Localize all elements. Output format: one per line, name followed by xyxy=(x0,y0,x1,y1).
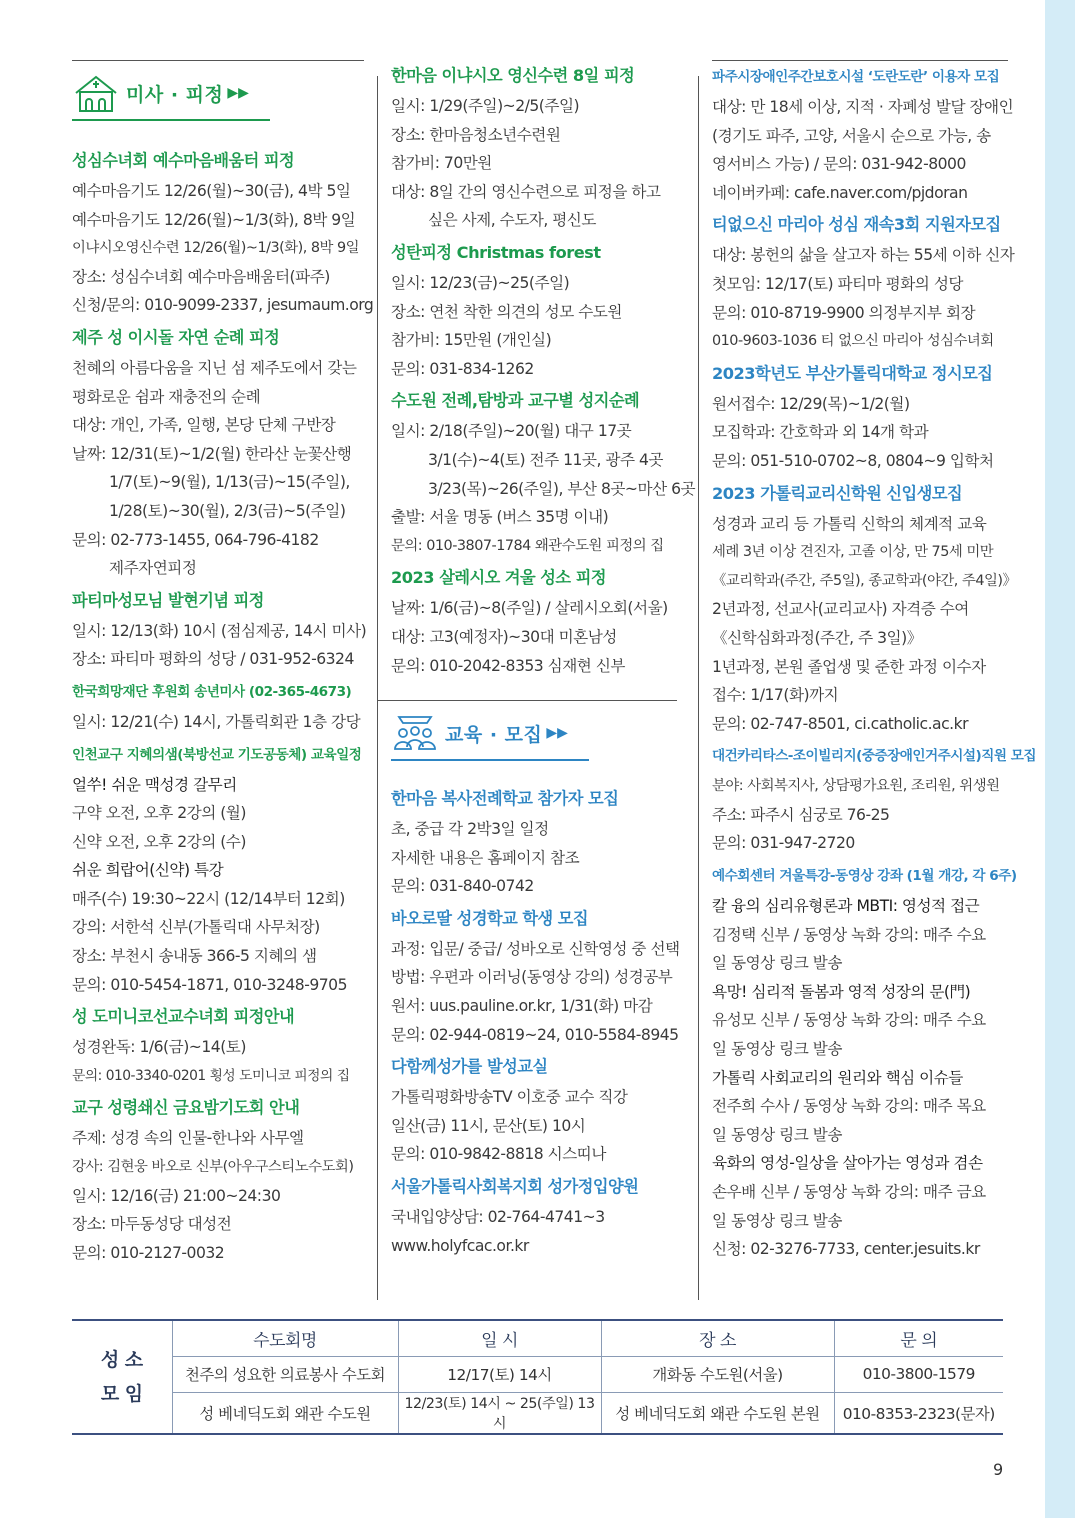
notice-line: 가톨릭 사회교리의 원리와 핵심 이슈들 xyxy=(712,1068,963,1087)
notice-line: 문의: 010-9842-8818 시스띠나 xyxy=(391,1145,606,1164)
notice-line: 모집학과: 간호학과 외 14개 학과 xyxy=(712,423,929,442)
notice-line: 날짜: 1/6(금)~8(주일) / 살레시오회(서울) xyxy=(391,599,668,618)
notice-line: 일시: 2/18(주일)~20(월) 대구 17곳 xyxy=(391,422,632,441)
col1-blocks xyxy=(72,145,374,1267)
notice-line: 1/7(토)~9(월), 1/13(금)~15(주일), xyxy=(109,473,350,492)
table-row xyxy=(72,1356,1003,1392)
notice-line: 대상: 8일 간의 영신수련으로 피정을 하고 xyxy=(391,182,661,201)
notice-line: 과정: 입문/ 중급/ 성바오로 신학영성 중 선택 xyxy=(391,939,680,958)
notice-line: 자세한 내용은 홈페이지 참조 xyxy=(391,848,580,867)
notice-line: 문의: 010-3807-1784 왜관수도원 피정의 집 xyxy=(391,537,664,554)
notice-line: 문의: 010-3340-0201 횡성 도미니코 피정의 집 xyxy=(72,1067,350,1084)
column-divider xyxy=(698,76,699,1300)
section-title: 미사 · 피정 xyxy=(126,83,224,106)
notice-line: 평화로운 쉼과 재충전의 순례 xyxy=(72,387,261,406)
notice-line: 첫모임: 12/17(토) 파티마 평화의 성당 xyxy=(712,274,963,293)
notice-line: 주소: 파주시 심궁로 76-25 xyxy=(712,805,890,824)
column-left xyxy=(72,60,374,1267)
notice-line: 일시: 12/21(수) 14시, 가톨릭회관 1층 강당 xyxy=(72,712,361,731)
notice-block xyxy=(391,783,683,901)
table-header: 수도회명 xyxy=(172,1320,398,1356)
notice-block xyxy=(712,478,1017,739)
notice-line: 분야: 사회복지사, 상담평가요원, 조리원, 위생원 xyxy=(712,778,1000,795)
notice-block xyxy=(391,1051,683,1169)
notice-title: 예수회센터 겨울특강-동영상 강좌 (1월 개강, 각 6주) xyxy=(712,868,1017,885)
notice-block xyxy=(72,322,364,583)
notice-line: 영서비스 가능) / 문의: 031-942-8000 xyxy=(712,155,966,174)
notice-line: 대상: 만 18세 이상, 지적 · 자폐성 발달 장애인 xyxy=(712,98,1014,116)
notice-line: 문의: 02-747-8501, ci.catholic.ac.kr xyxy=(712,714,969,733)
notice-line: 일산(금) 11시, 문산(토) 10시 xyxy=(391,1116,586,1135)
notice-title: 교구 성령쇄신 금요밤기도회 안내 xyxy=(72,1098,300,1118)
vocation-meeting-table xyxy=(72,1319,1003,1435)
notice-line: 신약 오전, 오후 2강의 (수) xyxy=(72,832,246,851)
arrows-icon: ▶▶ xyxy=(227,85,249,101)
notice-line: 《교리학과(주간, 주5일), 종교학과(야간, 주4일)》 xyxy=(712,572,1017,589)
notice-block xyxy=(712,358,1008,476)
side-color-strip xyxy=(1045,0,1075,1518)
notice-line: 일시: 12/23(금)~25(주일) xyxy=(391,273,570,292)
notice-line: 문의: 010-5454-1871, 010-3248-9705 xyxy=(72,975,348,994)
notice-line: 문의: 010-2127-0032 xyxy=(72,1243,225,1262)
notice-line: 문의: 02-773-1455, 064-796-4182 xyxy=(72,530,319,549)
notice-line: 제주자연피정 xyxy=(109,559,197,578)
notice-title: 대건카리타스-조이빌리지(중증장애인거주시설)직원 모집 xyxy=(712,748,1036,765)
col3-blocks xyxy=(712,61,1036,1264)
table-header-row xyxy=(72,1320,1003,1356)
notice-title: 성탄피정 Christmas forest xyxy=(391,242,601,262)
notice-title: 수도원 전례,탐방과 교구별 성지순례 xyxy=(391,391,640,411)
notice-title: 인천교구 지혜의샘(북방선교 기도공동체) 교육일정 xyxy=(72,746,362,763)
notice-line: 천혜의 아름다움을 지닌 섬 제주도에서 갖는 xyxy=(72,358,357,377)
notice-block xyxy=(72,1092,364,1267)
notice-line: 장소: 연천 착한 의견의 성모 수도원 xyxy=(391,302,622,321)
table-header: 일 시 xyxy=(398,1320,601,1356)
notice-line: 장소: 마두동성당 대성전 xyxy=(72,1215,232,1234)
notice-line: 참가비: 15만원 (개인실) xyxy=(391,331,552,350)
notice-title: 파주시장애인주간보호시설 ‘도란도란’ 이용자 모집 xyxy=(712,69,1000,85)
notice-line: 문의: 02-944-0819~24, 010-5584-8945 xyxy=(391,1025,679,1044)
notice-line: 접수: 1/17(화)까지 xyxy=(712,686,839,705)
notice-line: 원서접수: 12/29(목)~1/2(월) xyxy=(712,394,910,413)
notice-line: 가톨릭평화방송TV 이호중 교수 직강 xyxy=(391,1088,628,1107)
notice-line: 국내입양상담: 02-764-4741~3 xyxy=(391,1208,605,1227)
notice-line: 대상: 고3(예정자)~30대 미혼남성 xyxy=(391,627,617,646)
notice-line: 장소: 한마음청소년수련원 xyxy=(391,125,561,144)
notice-line: 일 동영상 링크 발송 xyxy=(712,1125,842,1144)
notice-line: 육화의 영성-일상을 살아가는 영성과 겸손 xyxy=(712,1154,983,1173)
table-header: 문 의 xyxy=(834,1320,1003,1356)
notice-block xyxy=(391,903,683,1049)
notice-line: 일 동영상 링크 발송 xyxy=(712,954,842,973)
notice-line: 신청/문의: 010-9099-2337, jesumaum.org xyxy=(72,296,374,315)
notice-line: 칼 융의 심리유형론과 MBTI: 영성적 접근 xyxy=(712,897,980,916)
notice-line: 매주(수) 19:30~22시 (12/14부터 12회) xyxy=(72,889,345,908)
table-cell: 개화동 수도원(서울) xyxy=(601,1356,834,1392)
notice-title: 다함께성가를 발성교실 xyxy=(391,1057,548,1077)
notice-line: 성경완독: 1/6(금)~14(토) xyxy=(72,1038,246,1057)
notice-block xyxy=(391,60,683,235)
notice-title: 성 도미니코선교수녀회 피정안내 xyxy=(72,1007,295,1027)
notice-line: 3/1(수)~4(토) 전주 11곳, 광주 4곳 xyxy=(428,450,663,469)
notice-block xyxy=(72,676,364,737)
table-cell: 010-8353-2323(문자) xyxy=(834,1392,1003,1434)
notice-line: 010-9603-1036 티 없으신 마리아 성심수녀회 xyxy=(712,333,994,350)
notice-line: 쉬운 희랍어(신약) 특강 xyxy=(72,861,224,880)
notice-line: 강의: 서한석 신부(가톨릭대 사무처장) xyxy=(72,918,320,937)
notice-line: 《신학심화과정(주간, 주 3일)》 xyxy=(712,628,922,647)
notice-line: 욕망! 심리적 돌봄과 영적 성장의 문(門) xyxy=(712,982,971,1001)
notice-line: 문의: 010-8719-9900 의정부지부 회장 xyxy=(712,303,976,322)
notice-line: 얼쑤! 쉬운 맥성경 갈무리 xyxy=(72,775,237,794)
notice-title: 2023 살레시오 겨울 성소 피정 xyxy=(391,568,606,588)
page-number: 9 xyxy=(993,1460,1004,1479)
notice-block xyxy=(72,145,374,320)
notice-line: 유성모 신부 / 동영상 녹화 강의: 매주 수요 xyxy=(712,1011,986,1030)
notice-line: 김정택 신부 / 동영상 녹화 강의: 매주 수요 xyxy=(712,925,986,944)
notice-title: 한마음 이냐시오 영신수련 8일 피정 xyxy=(391,66,635,85)
col2-bottom-blocks xyxy=(391,783,683,1260)
notice-block xyxy=(712,860,1017,1264)
notice-block xyxy=(712,61,1014,207)
notice-line: 예수마음기도 12/26(월)~30(금), 4박 5일 xyxy=(72,182,351,200)
notice-line: 3/23(목)~26(주일), 부산 8곳~마산 6곳 xyxy=(428,479,696,498)
notice-line: 일시: 12/13(화) 10시 (점심제공, 14시 미사) xyxy=(72,621,367,640)
notice-title: 2023학년도 부산가톨릭대학교 정시모집 xyxy=(712,363,993,383)
notice-title: 한마음 복사전례학교 참가자 모집 xyxy=(391,789,619,809)
notice-title: 제주 성 이시돌 자연 순례 피정 xyxy=(72,327,280,347)
table-cell: 성 베네딕도회 왜관 수도원 xyxy=(172,1392,398,1434)
notice-title: 성심수녀회 예수마음배움터 피정 xyxy=(72,151,295,170)
notice-line: 이냐시오영신수련 12/26(월)~1/3(화), 8박 9일 xyxy=(72,240,360,257)
notice-line: (경기도 파주, 고양, 서울시 순으로 가능, 송 xyxy=(712,126,991,145)
notice-line: 1/28(토)~30(월), 2/3(금)~5(주일) xyxy=(109,501,346,520)
notice-line: 장소: 부천시 송내동 366-5 지혜의 샘 xyxy=(72,947,317,966)
table-cell: 천주의 성요한 의료봉사 수도회 xyxy=(172,1356,398,1392)
notice-line: 2년과정, 선교사(교리교사) 자격증 수여 xyxy=(712,600,969,619)
notice-line: 예수마음기도 12/26(월)~1/3(화), 8박 9일 xyxy=(72,210,356,229)
table-cell: 010-3800-1579 xyxy=(834,1356,1003,1392)
notice-line: 일시: 12/16(금) 21:00~24:30 xyxy=(72,1186,281,1205)
table-category xyxy=(72,1320,172,1434)
category-line: 모 임 xyxy=(100,1382,143,1405)
notice-block xyxy=(391,237,683,383)
table-cell: 12/17(토) 14시 xyxy=(398,1356,601,1392)
notice-line: 전주희 수사 / 동영상 녹화 강의: 매주 목요 xyxy=(712,1097,986,1116)
notice-line: 문의: 031-947-2720 xyxy=(712,834,855,853)
table-cell: 성 베네딕도회 왜관 수도원 본원 xyxy=(601,1392,834,1434)
notice-block xyxy=(391,385,696,560)
notice-line: 대상: 봉헌의 삶을 살고자 하는 55세 이하 신자 xyxy=(712,246,1015,265)
notice-line: 싶은 사제, 수도자, 평신도 xyxy=(428,211,596,230)
column-right xyxy=(712,60,1036,1264)
notice-block xyxy=(712,740,1036,858)
section-head-mass-retreat xyxy=(72,61,364,119)
notice-block xyxy=(712,209,1015,355)
notice-line: 문의: 031-834-1262 xyxy=(391,359,534,378)
notice-title: 한국희망재단 후원회 송년미사 (02-365-4673) xyxy=(72,683,352,700)
notice-title: 티없으신 마리아 성심 재속3회 지원자모집 xyxy=(712,215,1001,235)
notice-block xyxy=(72,1001,364,1090)
notice-line: 손우배 신부 / 동영상 녹화 강의: 매주 금요 xyxy=(712,1183,986,1201)
notice-line: 대상: 개인, 가족, 일행, 본당 단체 구반장 xyxy=(72,416,336,435)
notice-block xyxy=(72,739,364,1000)
notice-line: 성경과 교리 등 가톨릭 신학의 체계적 교육 xyxy=(712,514,987,533)
notice-line: 참가비: 70만원 xyxy=(391,154,492,173)
category-line: 성 소 xyxy=(100,1348,143,1371)
notice-line: 장소: 성심수녀회 예수마음배움터(파주) xyxy=(72,267,330,286)
notice-line: 일시: 1/29(주일)~2/5(주일) xyxy=(391,97,580,115)
notice-line: 날짜: 12/31(토)~1/2(월) 한라산 눈꽃산행 xyxy=(72,444,352,463)
col2-top-blocks xyxy=(391,60,696,680)
notice-line: 네이버카페: cafe.naver.com/pjdoran xyxy=(712,183,968,202)
notice-line: 일 동영상 링크 발송 xyxy=(712,1040,842,1059)
column-middle xyxy=(391,60,696,1260)
notice-line: 원서: uus.pauline.or.kr, 1/31(화) 마감 xyxy=(391,997,653,1016)
notice-line: 문의: 031-840-0742 xyxy=(391,877,534,896)
church-icon xyxy=(72,71,120,115)
table-header: 장 소 xyxy=(601,1320,834,1356)
table-cell: 12/23(토) 14시 ~ 25(주일) 13시 xyxy=(398,1392,601,1434)
notice-title: 서울가톨릭사회복지회 성가정입양원 xyxy=(391,1177,639,1197)
notice-line: 문의: 010-2042-8353 심재현 신부 xyxy=(391,656,625,675)
notice-line: 출발: 서울 명동 (버스 35명 이내) xyxy=(391,508,609,527)
notice-line: 주제: 성경 속의 인물-한나와 사무엘 xyxy=(72,1129,304,1148)
column-divider xyxy=(377,76,378,1300)
notice-block xyxy=(391,1171,683,1260)
notice-line: 강사: 김현웅 바오로 신부(아우구스티노수도회) xyxy=(72,1159,354,1176)
notice-line: 초, 중급 각 2박3일 일정 xyxy=(391,820,549,839)
section-title: 교육 · 모집 xyxy=(445,723,543,746)
notice-title: 파티마성모님 발현기념 피정 xyxy=(72,590,264,610)
notice-line: www.holyfcac.or.kr xyxy=(391,1236,529,1255)
notice-line: 방법: 우편과 이러닝(동영상 강의) 성경공부 xyxy=(391,968,673,987)
notice-line: 구약 오전, 오후 2강의 (월) xyxy=(72,804,246,823)
arrows-icon: ▶▶ xyxy=(546,725,568,742)
group-icon xyxy=(391,711,439,755)
notice-title: 바오로딸 성경학교 학생 모집 xyxy=(391,908,589,928)
table-row xyxy=(72,1392,1003,1434)
notice-line: 일 동영상 링크 발송 xyxy=(712,1211,842,1230)
notice-block xyxy=(391,562,683,680)
notice-line: 1년과정, 본원 졸업생 및 준한 과정 이수자 xyxy=(712,657,986,676)
notice-line: 신청: 02-3276-7733, center.jesuits.kr xyxy=(712,1240,980,1259)
notice-line: 세례 3년 이상 견진자, 고졸 이상, 만 75세 미만 xyxy=(712,544,994,561)
notice-line: 장소: 파티마 평화의 성당 / 031-952-6324 xyxy=(72,650,354,669)
notice-title: 2023 가톨릭교리신학원 신입생모집 xyxy=(712,483,963,503)
section-head-education xyxy=(391,701,683,759)
notice-line: 문의: 051-510-0702~8, 0804~9 입학처 xyxy=(712,451,994,470)
notice-block xyxy=(72,585,367,674)
